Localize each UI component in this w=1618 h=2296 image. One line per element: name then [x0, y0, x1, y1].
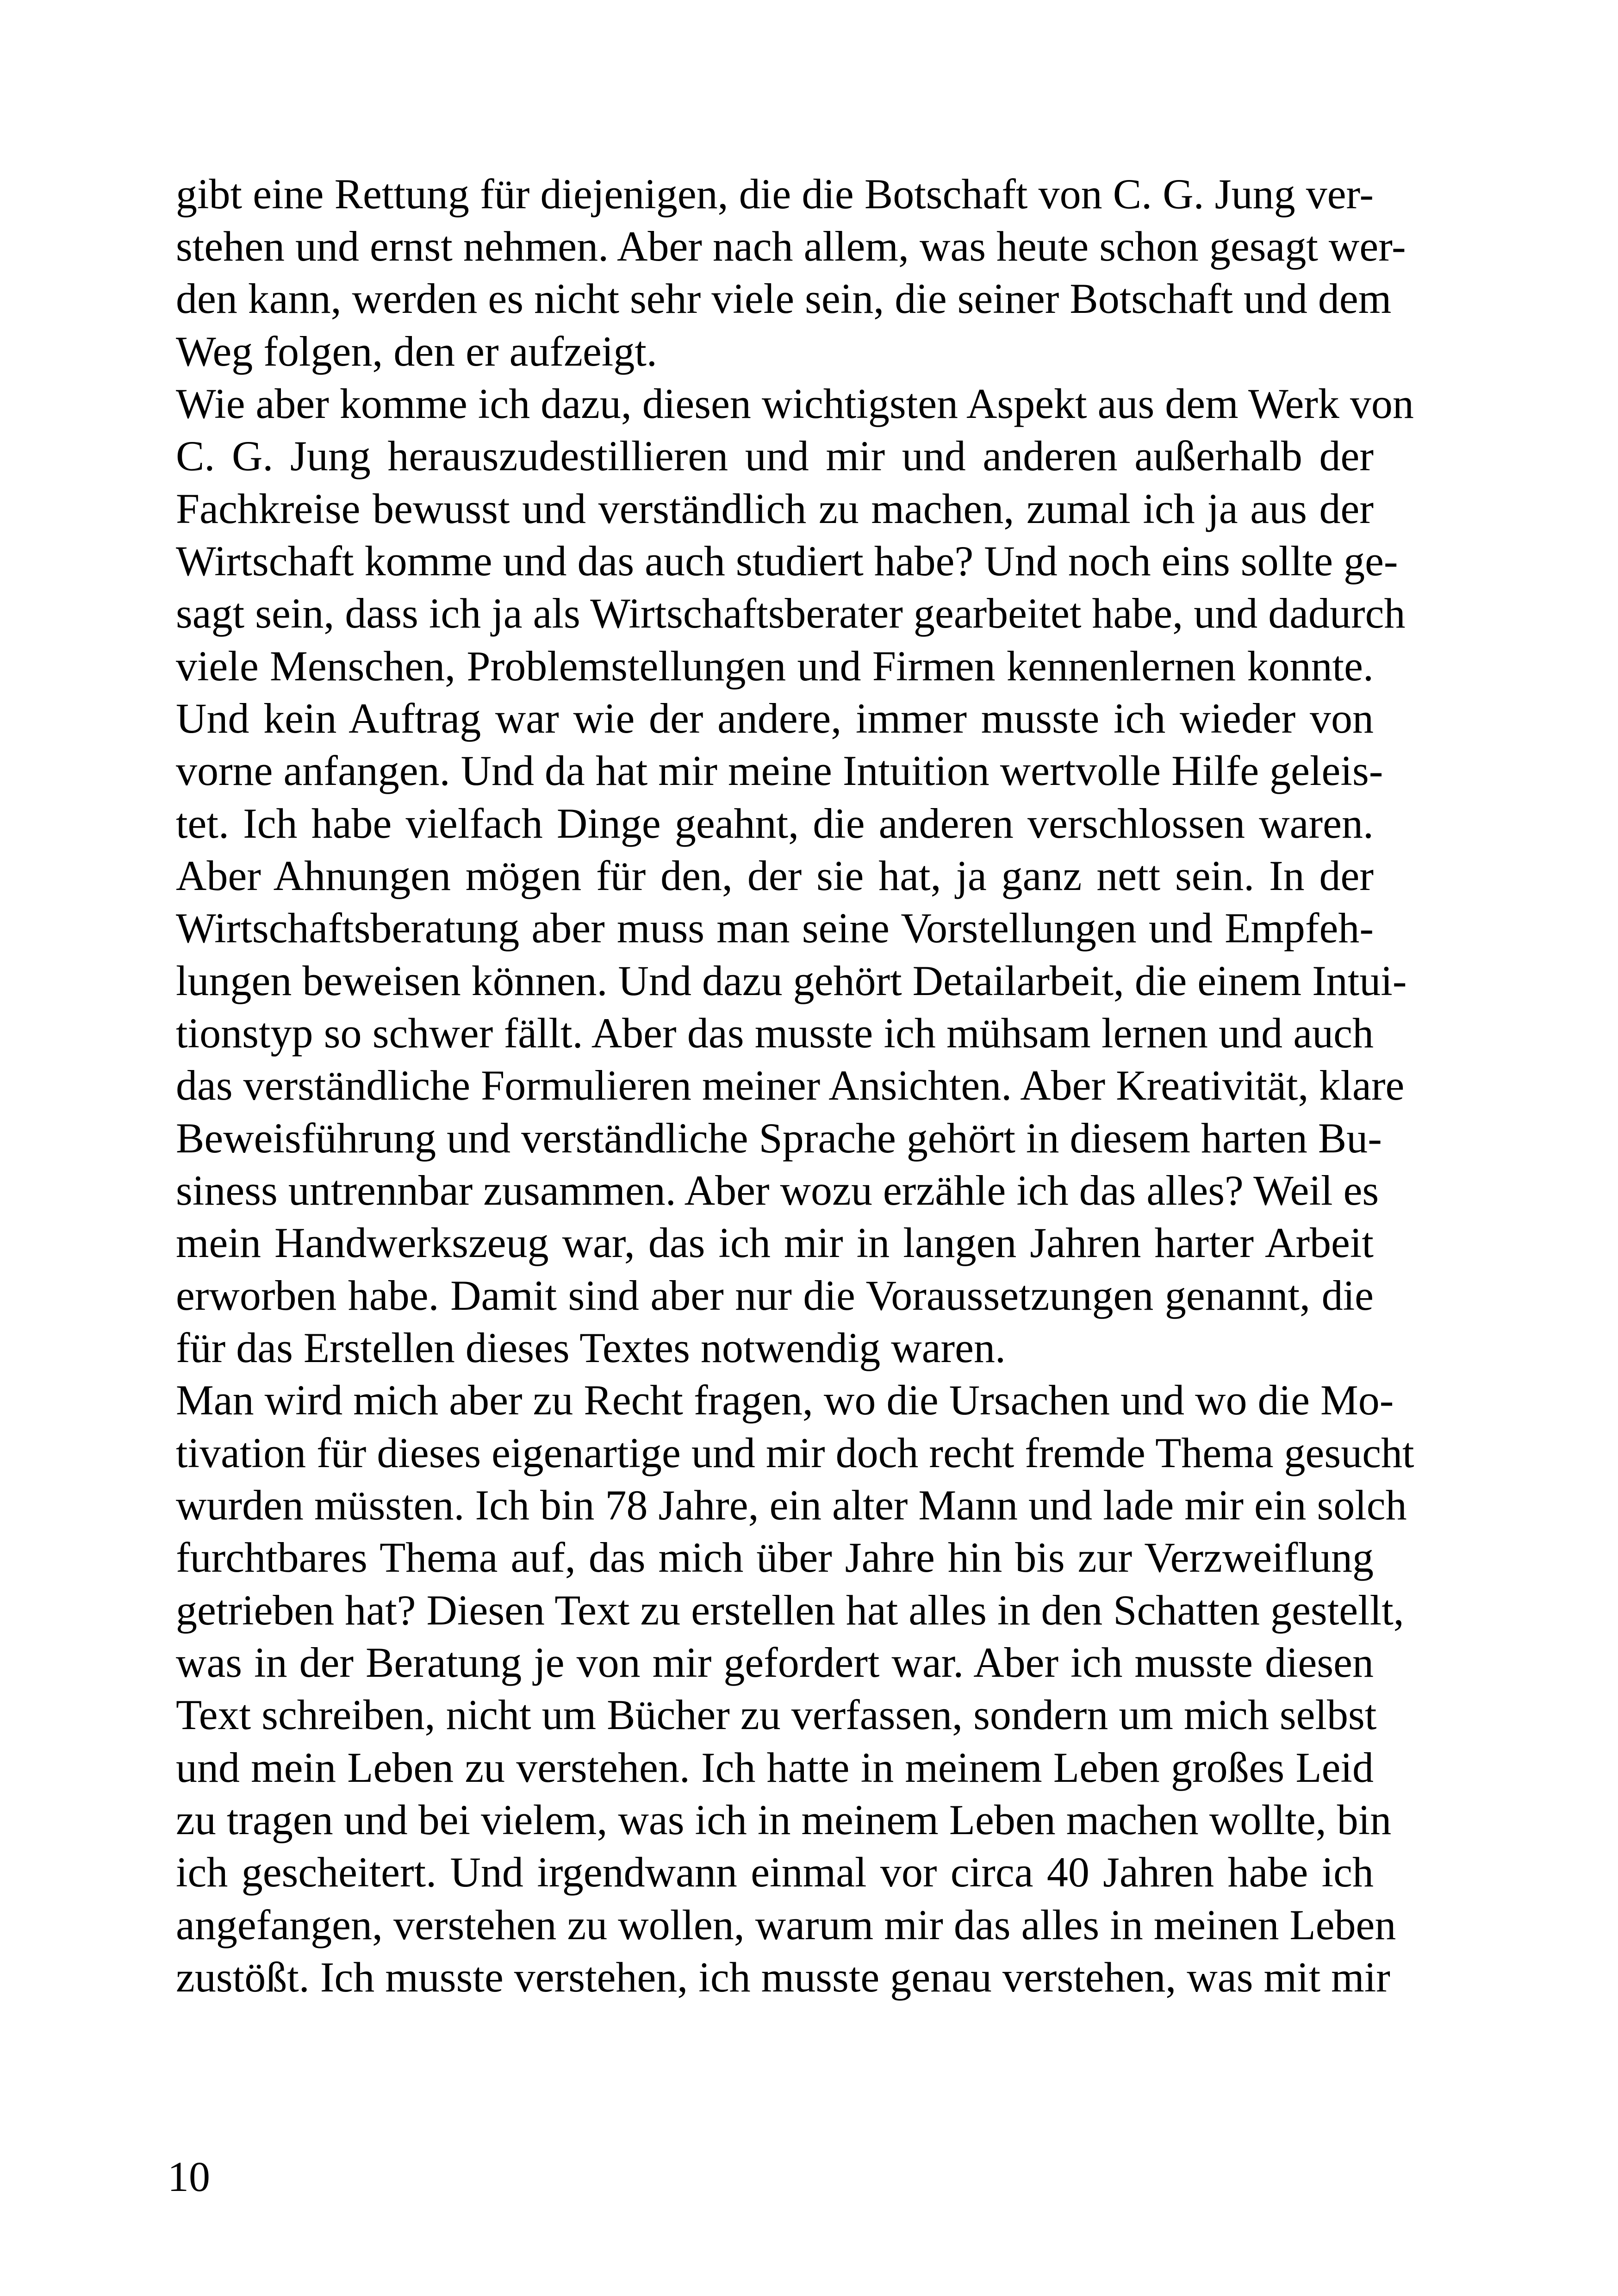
text-line: wurden müssten. Ich bin 78 Jahre, ein alter Mann und lade mir ein solch [176, 1481, 1407, 1529]
text-line: C. G. Jung herauszudestillieren und mir und anderen außerhalb der [176, 432, 1374, 479]
text-line: sagt sein, dass ich ja als Wirtschaftsberater gearbeitet habe, und dadurch [176, 590, 1406, 637]
text-line: Wirtschaftsberatung aber muss man seine Vorstellungen und Empfeh- [176, 904, 1374, 952]
text-line: Wirtschaft komme und das auch studiert habe? Und noch eins sollte ge- [176, 537, 1398, 585]
text-line: lungen beweisen können. Und dazu gehört Detailarbeit, die einem Intui- [176, 957, 1407, 1004]
text-line: zustößt. Ich musste verstehen, ich musste genau verstehen, was mit mir [176, 1954, 1390, 2001]
text-line: Aber Ahnungen mögen für den, der sie hat, ja ganz nett sein. In der [176, 852, 1374, 899]
text-line: Wie aber komme ich dazu, diesen wichtigsten Aspekt aus dem Werk von [176, 380, 1414, 427]
text-line: mein Handwerkszeug war, das ich mir in langen Jahren harter Arbeit [176, 1219, 1374, 1266]
text-line: furchtbares Thema auf, das mich über Jahre hin bis zur Verzweiflung [176, 1534, 1374, 1581]
text-line: Beweisführung und verständliche Sprache gehört in diesem harten Bu- [176, 1114, 1382, 1162]
text-line: tet. Ich habe vielfach Dinge geahnt, die anderen verschlossen waren. [176, 800, 1374, 847]
text-line: erworben habe. Damit sind aber nur die Voraussetzungen genannt, die [176, 1272, 1374, 1319]
text-line: ich gescheitert. Und irgendwann einmal vor circa 40 Jahren habe ich [176, 1848, 1374, 1896]
text-line: stehen und ernst nehmen. Aber nach allem, was heute schon gesagt wer- [176, 223, 1406, 270]
page-number: 10 [168, 2153, 210, 2200]
text-line: tionstyp so schwer fällt. Aber das musste ich mühsam lernen und auch [176, 1009, 1374, 1057]
text-line: viele Menschen, Problemstellungen und Firmen kennenlernen konnte. [176, 642, 1374, 690]
text-line: gibt eine Rettung für diejenigen, die die Botschaft von C. G. Jung ver- [176, 170, 1374, 218]
text-line: das verständliche Formulieren meiner Ansichten. Aber Kreativität, klare [176, 1062, 1405, 1109]
text-line: Weg folgen, den er aufzeigt. [176, 328, 657, 375]
text-line: zu tragen und bei vielem, was ich in meinem Leben machen wollte, bin [176, 1796, 1392, 1843]
text-line: den kann, werden es nicht sehr viele sein, die seiner Botschaft und dem [176, 275, 1392, 322]
text-line: Fachkreise bewusst und verständlich zu machen, zumal ich ja aus der [176, 485, 1374, 532]
text-line: angefangen, verstehen zu wollen, warum mir das alles in meinen Leben [176, 1901, 1396, 1948]
text-line: und mein Leben zu verstehen. Ich hatte in meinem Leben großes Leid [176, 1744, 1374, 1791]
text-line: siness untrennbar zusammen. Aber wozu erzähle ich das alles? Weil es [176, 1167, 1379, 1214]
text-line: vorne anfangen. Und da hat mir meine Intuition wertvolle Hilfe geleis- [176, 747, 1383, 794]
text-line: tivation für dieses eigenartige und mir doch recht fremde Thema gesucht [176, 1429, 1414, 1476]
text-line: was in der Beratung je von mir gefordert war. Aber ich musste diesen [176, 1639, 1374, 1686]
text-line: getrieben hat? Diesen Text zu erstellen hat alles in den Schatten gestellt, [176, 1587, 1404, 1634]
text-line: Man wird mich aber zu Recht fragen, wo die Ursachen und wo die Mo- [176, 1376, 1394, 1424]
text-line: für das Erstellen dieses Textes notwendig waren. [176, 1324, 1006, 1371]
text-line: Text schreiben, nicht um Bücher zu verfassen, sondern um mich selbst [176, 1691, 1377, 1738]
text-line: Und kein Auftrag war wie der andere, immer musste ich wieder von [176, 695, 1374, 742]
